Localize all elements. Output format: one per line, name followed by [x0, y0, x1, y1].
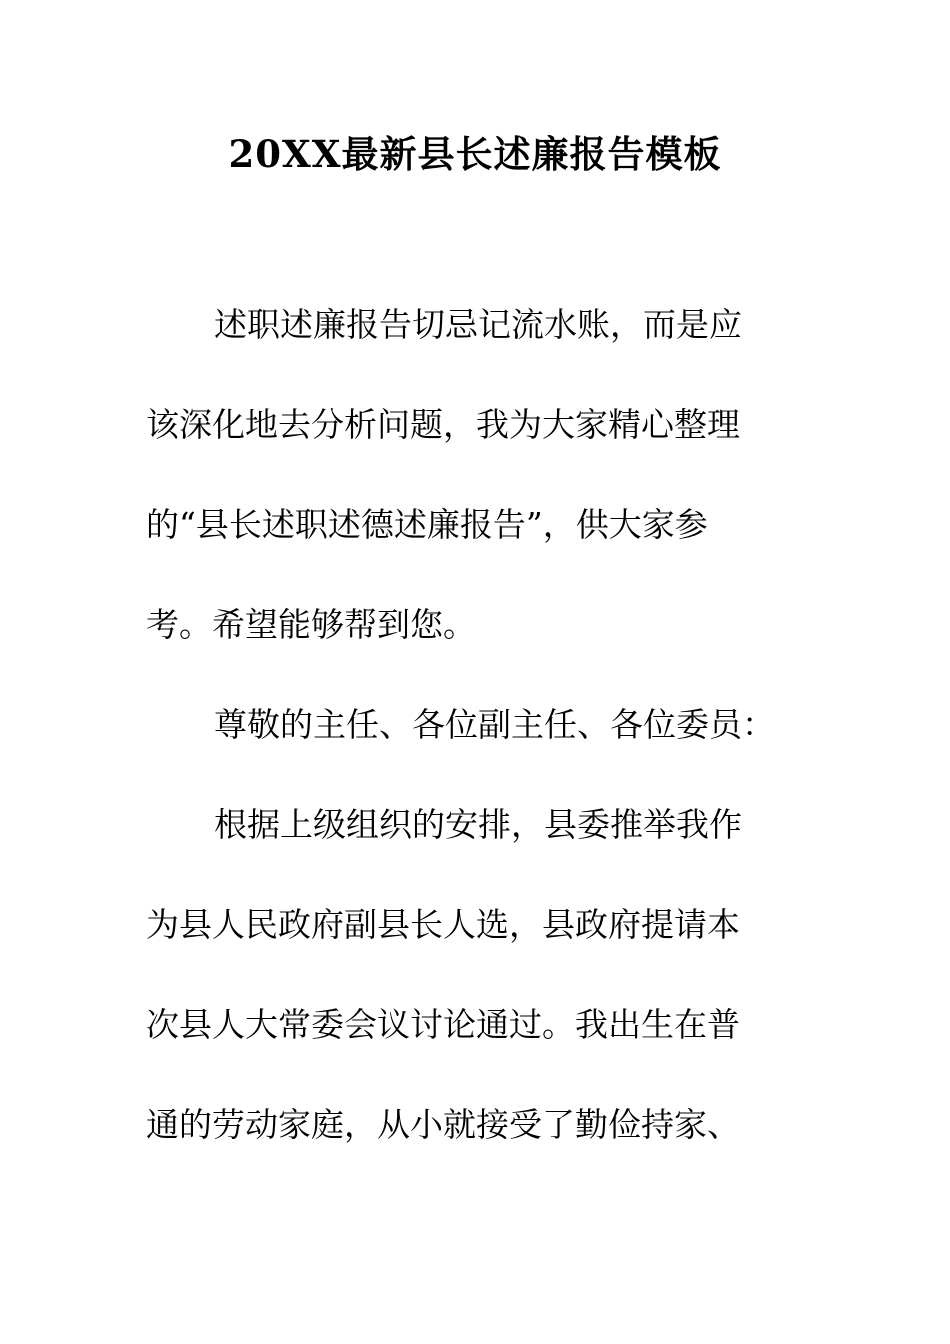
- paragraph-line: 通的劳动家庭，从小就接受了勤俭持家、: [146, 1105, 740, 1144]
- paragraph-line: 考。希望能够帮到您。: [146, 605, 476, 644]
- paragraph-line: 为县人民政府副县长人选，县政府提请本: [146, 905, 740, 944]
- paragraph-line: 的“县长述职述德述廉报告”，供大家参: [146, 505, 708, 544]
- paragraph-line: 述职述廉报告切忌记流水账，而是应: [214, 305, 742, 344]
- paragraph-line: 该深化地去分析问题，我为大家精心整理: [146, 405, 740, 444]
- paragraph-line: 根据上级组织的安排，县委推举我作: [214, 805, 742, 844]
- document-title: 20XX最新县长述廉报告模板: [228, 132, 722, 176]
- paragraph-line: 次县人大常委会议讨论通过。我出生在普: [146, 1005, 740, 1044]
- salutation-line: 尊敬的主任、各位副主任、各位委员：: [214, 705, 775, 744]
